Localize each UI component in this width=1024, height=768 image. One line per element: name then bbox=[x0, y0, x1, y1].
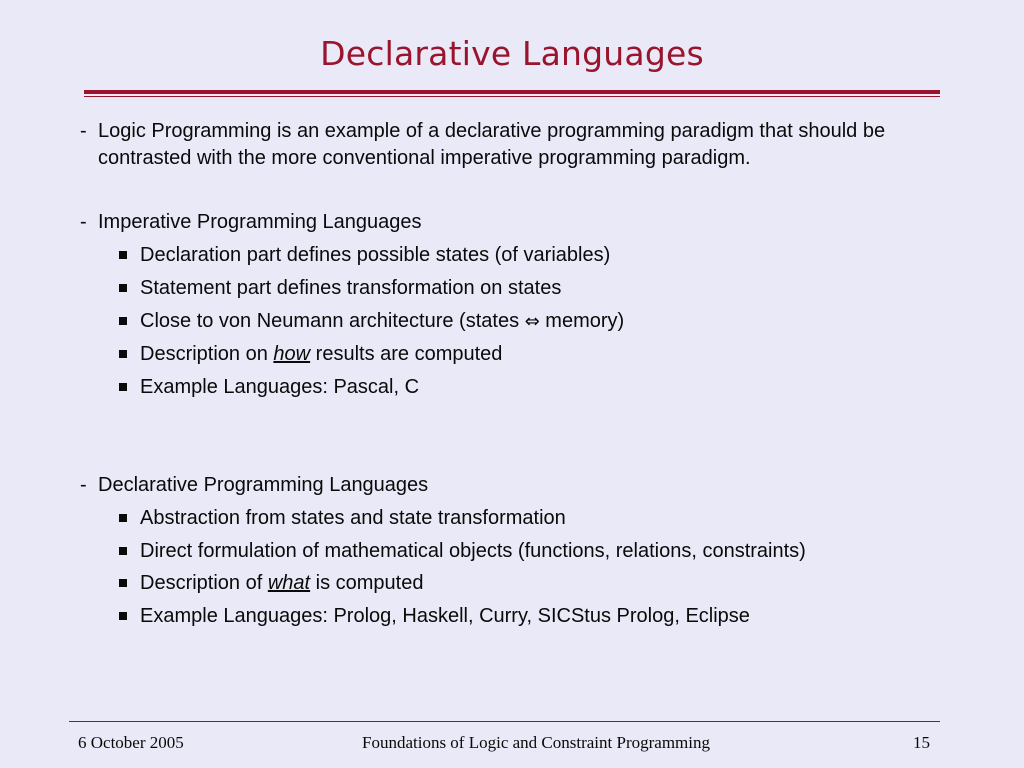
square-bullet-icon bbox=[119, 514, 127, 522]
list-item bbox=[119, 275, 979, 302]
list-item bbox=[119, 374, 979, 401]
list-item-text: Direct formulation of mathematical objects (functions, relations, constraints) bbox=[140, 540, 806, 562]
text-after-icon: memory) bbox=[539, 310, 625, 332]
list-item bbox=[119, 570, 979, 597]
intro-text: Logic Programming is an example of a declarative programming paradigm that should be contrasted with the more conventional imperative programming paradigm. bbox=[98, 120, 886, 169]
list-item bbox=[119, 505, 979, 532]
dash-bullet: - bbox=[80, 211, 87, 233]
declarative-heading-item bbox=[80, 472, 980, 499]
list-item-text bbox=[140, 570, 979, 597]
imperative-heading-item bbox=[80, 209, 980, 236]
emphasis-what: what bbox=[267, 572, 311, 594]
square-bullet-icon bbox=[119, 612, 127, 620]
square-bullet-icon bbox=[119, 251, 127, 259]
left-right-arrow-icon: ⇔ bbox=[524, 311, 540, 332]
declarative-heading: Declarative Programming Languages bbox=[98, 474, 429, 496]
list-item-text bbox=[140, 341, 979, 368]
list-item bbox=[119, 341, 979, 368]
footer-page-number: 15 bbox=[913, 733, 930, 752]
list-item bbox=[119, 308, 979, 335]
square-bullet-icon bbox=[119, 547, 127, 555]
text-after-emphasis: is computed bbox=[310, 572, 424, 594]
text-before-emphasis: Description of bbox=[140, 572, 268, 594]
list-item bbox=[119, 242, 979, 269]
list-item-text: Declaration part defines possible states (of variables) bbox=[140, 244, 611, 266]
list-item-text: Statement part defines transformation on states bbox=[140, 277, 562, 299]
footer-rule bbox=[69, 721, 940, 722]
square-bullet-icon bbox=[119, 284, 127, 292]
list-item-text: Example Languages: Pascal, C bbox=[140, 376, 420, 398]
footer-date: 6 October 2005 bbox=[78, 733, 184, 752]
list-item-text: Example Languages: Prolog, Haskell, Curry, SICStus Prolog, Eclipse bbox=[140, 605, 750, 627]
square-bullet-icon bbox=[119, 317, 127, 325]
list-item-text: Abstraction from states and state transformation bbox=[140, 507, 566, 529]
text-after-emphasis: results are computed bbox=[310, 343, 503, 365]
list-item-text bbox=[140, 308, 979, 335]
square-bullet-icon bbox=[119, 383, 127, 391]
list-item bbox=[119, 538, 979, 565]
text-before-emphasis: Description on bbox=[140, 343, 274, 365]
text-before-icon: Close to von Neumann architecture (states bbox=[140, 310, 525, 332]
intro-item bbox=[80, 118, 980, 172]
slide-title: Declarative Languages bbox=[320, 34, 704, 73]
square-bullet-icon bbox=[119, 579, 127, 587]
emphasis-how: how bbox=[273, 343, 311, 365]
footer-course-title: Foundations of Logic and Constraint Programming bbox=[362, 733, 710, 752]
dash-bullet: - bbox=[80, 120, 87, 142]
square-bullet-icon bbox=[119, 350, 127, 358]
list-item bbox=[119, 603, 979, 630]
imperative-heading: Imperative Programming Languages bbox=[98, 211, 422, 233]
dash-bullet: - bbox=[80, 474, 87, 496]
